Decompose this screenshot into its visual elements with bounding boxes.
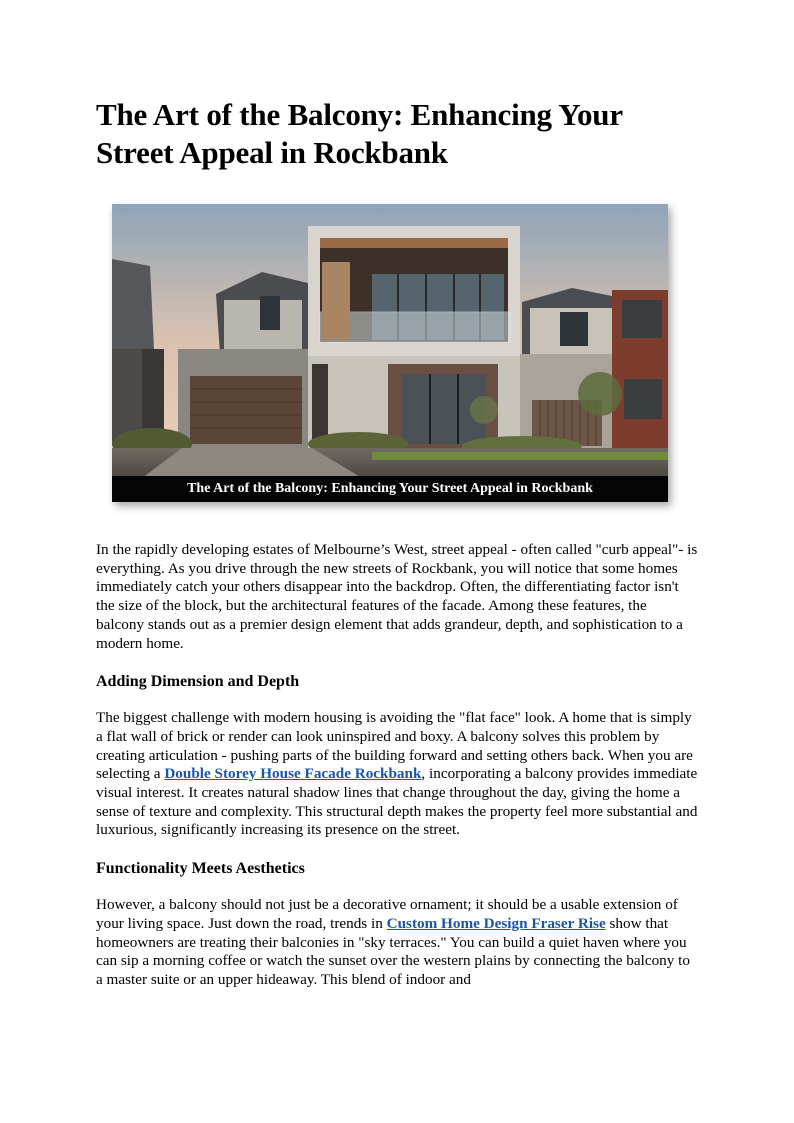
section-paragraph-functionality — [96, 896, 698, 990]
image-caption: The Art of the Balcony: Enhancing Your Street Appeal in Rockbank — [112, 476, 668, 502]
intro-paragraph: In the rapidly developing estates of Melbourne’s West, street appeal - often called "curb appeal"- is everything. As you drive through the new streets of Rockbank, you will notice that some homes immediately catch your others disappear into the backdrop. Often, the differentiating factor isn't the size of the block, but the architectural features of the facade. Among these features, the balcony stands out as a premier design element that adds grandeur, depth, and sophistication to a modern home. — [96, 541, 698, 652]
paragraph-text: The biggest challenge with modern housing is avoiding the "flat face" look. A home that is simply a flat wall of brick or render can look uninspired and boxy. A balcony solves this problem by creating articulation - pushing parts of the building forward and setting others back. When you are selecting a — [96, 709, 693, 783]
house-facade-illustration — [112, 204, 668, 502]
paragraph-text: However, a balcony should not just be a decorative ornament; it should be a usable extension of your living space. Just down the road, trends in — [96, 896, 678, 932]
section-heading-dimension: Adding Dimension and Depth — [96, 673, 300, 691]
article-body — [96, 541, 698, 990]
section-paragraph-dimension — [96, 709, 698, 840]
article — [96, 96, 696, 172]
paragraph-text: show that homeowners are treating their balconies in "sky terraces." You can build a quiet haven where you can sip a morning coffee or watch the sunset over the western plains by connecting the balcony to a master suite or an upper hideaway. This blend of indoor and — [96, 914, 690, 988]
section-heading-functionality: Functionality Meets Aesthetics — [96, 860, 305, 878]
paragraph-text: , incorporating a balcony provides immediate visual interest. It creates natural shadow lines that change throughout the day, giving the home a sense of texture and complexity. This structural depth makes the property feel more substantial and luxurious, significantly increasing its presence on the street. — [96, 765, 698, 839]
double-storey-facade-link[interactable]: Double Storey House Facade Rockbank — [164, 765, 422, 783]
custom-home-design-link[interactable]: Custom Home Design Fraser Rise — [386, 914, 606, 932]
article-title: The Art of the Balcony: Enhancing Your Street Appeal in Rockbank — [96, 97, 623, 170]
hero-image — [112, 204, 668, 502]
